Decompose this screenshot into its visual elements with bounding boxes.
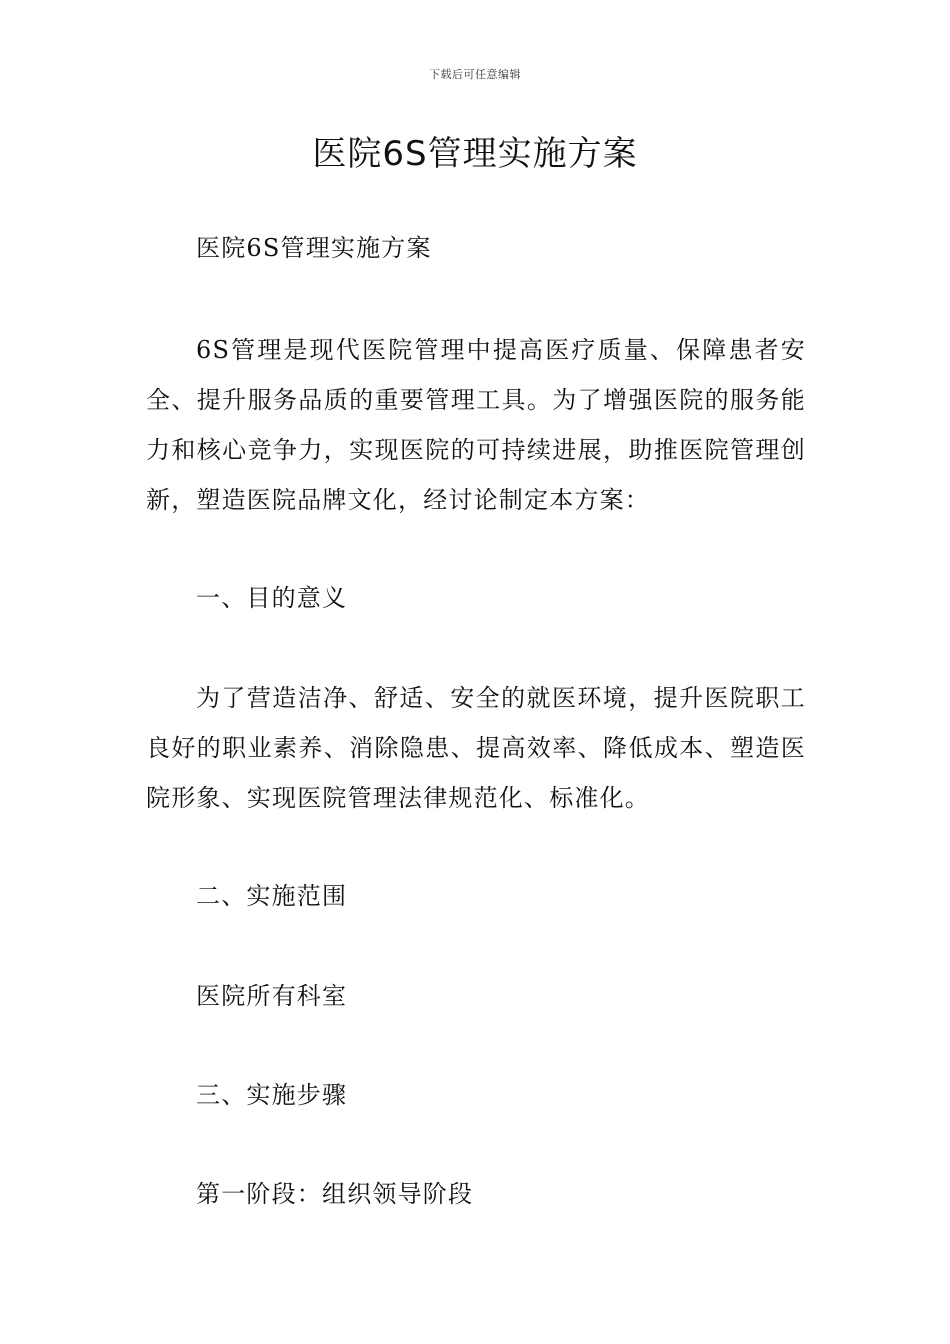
paragraph-scope: 医院所有科室 — [196, 982, 348, 1010]
paragraph-subtitle: 医院6S管理实施方案 — [196, 234, 432, 262]
section-heading-scope: 二、实施范围 — [196, 882, 348, 910]
paragraph-purpose: 为了营造洁净、舒适、安全的就医环境，提升医院职工良好的职业素养、消除隐患、提高效率、降低成本、塑造医院形象、实现医院管理法律规范化、标准化。 — [146, 684, 806, 812]
section-heading-steps: 三、实施步骤 — [196, 1081, 348, 1109]
header-note: 下载后可任意编辑 — [429, 68, 521, 81]
document-title: 医院6S管理实施方案 — [312, 134, 638, 174]
paragraph-intro: 6S管理是现代医院管理中提高医疗质量、保障患者安全、提升服务品质的重要管理工具。为了增强医院的服务能力和核心竞争力，实现医院的可持续进展，助推医院管理创新，塑造医院品牌文化，经讨论制定本方案： — [146, 336, 806, 514]
paragraph-stage-one: 第一阶段：组织领导阶段 — [196, 1180, 474, 1208]
section-heading-purpose: 一、目的意义 — [196, 584, 348, 612]
